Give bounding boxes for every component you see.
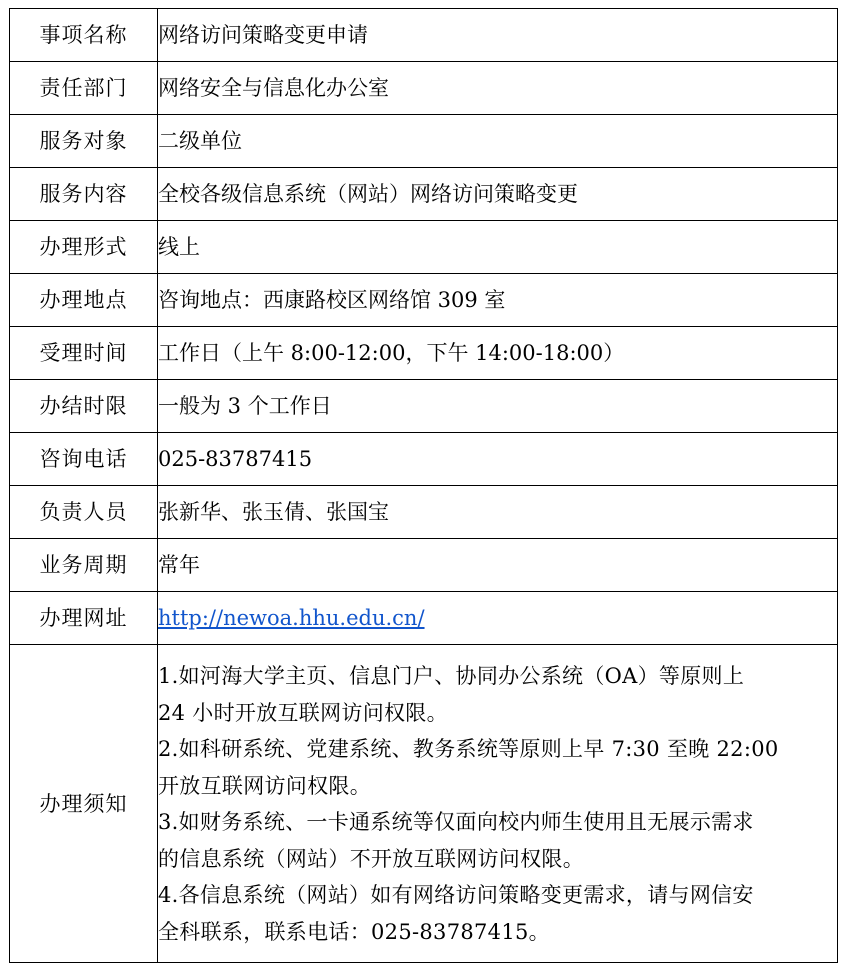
note-line: 2.如科研系统、党建系统、教务系统等原则上早 7:30 至晚 22:00 bbox=[158, 737, 779, 761]
row-staff bbox=[10, 486, 838, 539]
row-service-target bbox=[10, 115, 838, 168]
value-staff: 张新华、张玉倩、张国宝 bbox=[158, 486, 838, 539]
note-line: 全科联系，联系电话：025-83787415。 bbox=[158, 919, 550, 944]
value-notes bbox=[158, 645, 838, 963]
value-phone: 025-83787415 bbox=[158, 433, 838, 486]
label-staff: 负责人员 bbox=[10, 486, 158, 539]
value-time-limit: 一般为 3 个工作日 bbox=[158, 380, 838, 433]
row-cycle bbox=[10, 539, 838, 592]
value-department: 网络安全与信息化办公室 bbox=[158, 62, 838, 115]
label-service-target: 服务对象 bbox=[10, 115, 158, 168]
value-service-target: 二级单位 bbox=[158, 115, 838, 168]
value-acceptance-time: 工作日（上午 8:00-12:00，下午 14:00-18:00） bbox=[158, 327, 838, 380]
row-time-limit bbox=[10, 380, 838, 433]
note-line: 开放互联网访问权限。 bbox=[158, 773, 371, 798]
value-website-cell bbox=[158, 592, 838, 645]
label-acceptance-time: 受理时间 bbox=[10, 327, 158, 380]
note-line: 24 小时开放互联网访问权限。 bbox=[158, 700, 448, 725]
row-department bbox=[10, 62, 838, 115]
row-notes bbox=[10, 645, 838, 963]
website-link[interactable]: http://newoa.hhu.edu.cn/ bbox=[158, 606, 425, 630]
row-item-name bbox=[10, 9, 838, 62]
label-notes: 办理须知 bbox=[10, 645, 158, 963]
label-department: 责任部门 bbox=[10, 62, 158, 115]
row-website bbox=[10, 592, 838, 645]
row-phone bbox=[10, 433, 838, 486]
row-acceptance-time bbox=[10, 327, 838, 380]
label-handling-form: 办理形式 bbox=[10, 221, 158, 274]
label-website: 办理网址 bbox=[10, 592, 158, 645]
service-info-table bbox=[9, 8, 838, 963]
label-cycle: 业务周期 bbox=[10, 539, 158, 592]
label-location: 办理地点 bbox=[10, 274, 158, 327]
row-location bbox=[10, 274, 838, 327]
value-item-name: 网络访问策略变更申请 bbox=[158, 9, 838, 62]
value-handling-form: 线上 bbox=[158, 221, 838, 274]
note-line: 4.各信息系统（网站）如有网络访问策略变更需求，请与网信安 bbox=[158, 883, 754, 907]
value-location: 咨询地点：西康路校区网络馆 309 室 bbox=[158, 274, 838, 327]
label-phone: 咨询电话 bbox=[10, 433, 158, 486]
label-item-name: 事项名称 bbox=[10, 9, 158, 62]
value-service-content: 全校各级信息系统（网站）网络访问策略变更 bbox=[158, 168, 838, 221]
note-line: 3.如财务系统、一卡通系统等仅面向校内师生使用且无展示需求 bbox=[158, 810, 754, 834]
row-service-content bbox=[10, 168, 838, 221]
label-service-content: 服务内容 bbox=[10, 168, 158, 221]
value-cycle: 常年 bbox=[158, 539, 838, 592]
note-line: 1.如河海大学主页、信息门户、协同办公系统（OA）等原则上 bbox=[158, 664, 745, 688]
note-line: 的信息系统（网站）不开放互联网访问权限。 bbox=[158, 846, 584, 871]
row-handling-form bbox=[10, 221, 838, 274]
label-time-limit: 办结时限 bbox=[10, 380, 158, 433]
